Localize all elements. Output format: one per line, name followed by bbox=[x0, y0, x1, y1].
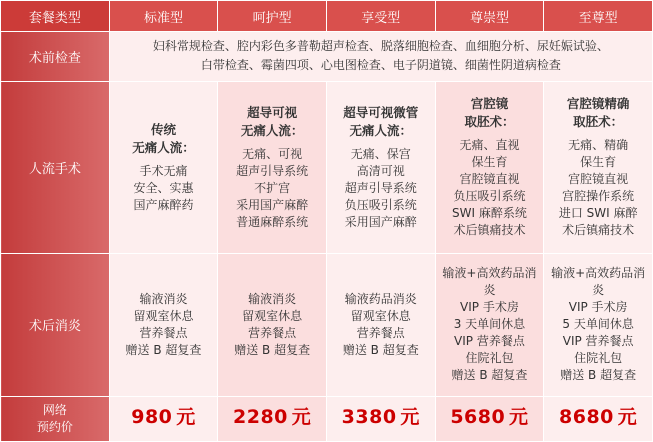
postop-item-4-0: 输液+高效药品消炎 bbox=[551, 266, 646, 298]
price-cell-4 bbox=[544, 396, 653, 441]
surgery-cell-3 bbox=[435, 81, 544, 253]
postop-item-1-3: 赠送 B 超复查 bbox=[234, 342, 311, 357]
surgery-title-1-0: 超导可视 bbox=[247, 104, 298, 120]
price-label-line-2: 预约价 bbox=[36, 419, 73, 434]
price-unit-4: 元 bbox=[617, 406, 638, 429]
postop-item-4-4: 住院礼包 bbox=[574, 351, 623, 366]
row-label-preop-exam: 术前检查 bbox=[1, 32, 110, 82]
postop-item-4-2: 5 天单间休息 bbox=[562, 317, 634, 332]
price-cell-2 bbox=[326, 396, 435, 441]
price-amount-1: 2280 bbox=[233, 406, 288, 429]
price-amount-3: 5680 bbox=[450, 406, 506, 429]
surgery-title-3-1: 取胚术： bbox=[464, 114, 515, 130]
surgery-item-4-4: 进口 SWI 麻醉 bbox=[558, 206, 638, 221]
postop-item-3-2: 3 天单间休息 bbox=[453, 317, 526, 332]
postop-item-2-1: 留观室休息 bbox=[350, 308, 411, 323]
surgery-title-3-0: 宫腔镜 bbox=[470, 96, 509, 112]
header-package-type: 套餐类型 bbox=[1, 1, 110, 32]
surgery-title-0-1: 无痛人流： bbox=[132, 139, 195, 155]
table-row-preop-exam bbox=[1, 32, 653, 82]
postop-cell-0 bbox=[109, 253, 218, 396]
surgery-item-4-5: 术后镇痛技术 bbox=[562, 223, 635, 238]
header-package-0: 标准型 bbox=[109, 1, 218, 32]
row-label-postop-care: 术后消炎 bbox=[1, 253, 110, 396]
price-cell-3 bbox=[435, 396, 544, 441]
postop-item-0-1: 留观室休息 bbox=[133, 308, 194, 323]
surgery-title-1-1: 无痛人流： bbox=[240, 122, 304, 138]
surgery-item-3-5: 术后镇痛技术 bbox=[453, 223, 526, 238]
row-label-surgery: 人流手术 bbox=[1, 81, 110, 253]
postop-cell-3 bbox=[435, 253, 544, 396]
surgery-item-4-2: 宫腔镜直视 bbox=[568, 172, 629, 187]
postop-item-3-4: 住院礼包 bbox=[465, 351, 514, 366]
postop-cell-1 bbox=[218, 253, 327, 396]
postop-item-3-1: VIP 手术房 bbox=[460, 300, 519, 315]
postop-item-1-2: 营养餐点 bbox=[248, 325, 297, 340]
surgery-item-3-2: 宫腔镜直视 bbox=[459, 172, 520, 187]
surgery-title-2-1: 无痛人流： bbox=[349, 122, 413, 138]
surgery-item-4-1: 保生育 bbox=[580, 155, 617, 170]
surgery-item-1-3: 采用国产麻醉 bbox=[236, 197, 309, 212]
postop-item-1-0: 输液消炎 bbox=[248, 291, 297, 306]
postop-item-4-1: VIP 手术房 bbox=[568, 300, 628, 315]
postop-item-1-1: 留观室休息 bbox=[242, 308, 303, 323]
postop-item-2-2: 营养餐点 bbox=[356, 325, 405, 340]
price-cell-1 bbox=[218, 396, 327, 441]
surgery-title-4-1: 取胚术： bbox=[573, 114, 624, 130]
surgery-item-1-2: 不扩宫 bbox=[254, 180, 291, 195]
surgery-item-3-0: 无痛、直视 bbox=[459, 138, 520, 153]
surgery-item-1-0: 无痛、可视 bbox=[242, 146, 303, 161]
postop-cell-4 bbox=[544, 253, 653, 396]
postop-item-4-3: VIP 营养餐点 bbox=[562, 334, 634, 349]
header-package-1: 呵护型 bbox=[218, 1, 327, 32]
preop-exam-line-1: 妇科常规检查、腔内彩色多普勒超声检查、脱落细胞检查、血细胞分析、尿妊娠试验、 bbox=[152, 39, 609, 54]
surgery-cell-4 bbox=[544, 81, 653, 253]
price-amount-0: 980 bbox=[131, 406, 173, 429]
surgery-cell-1 bbox=[218, 81, 327, 253]
surgery-item-1-1: 超声引导系统 bbox=[236, 163, 309, 178]
table-row-postop-care bbox=[1, 253, 653, 396]
surgery-item-3-1: 保生育 bbox=[471, 155, 508, 170]
header-package-2: 享受型 bbox=[326, 1, 435, 32]
price-amount-4: 8680 bbox=[559, 406, 614, 429]
postop-item-0-2: 营养餐点 bbox=[139, 325, 188, 340]
surgery-cell-0 bbox=[109, 81, 218, 253]
surgery-item-3-4: SWI 麻醉系统 bbox=[452, 206, 527, 221]
preop-exam-line-2: 白带检查、霉菌四项、心电图检查、电子阴道镜、细菌性阴道病检查 bbox=[200, 58, 561, 73]
header-package-4: 至尊型 bbox=[544, 1, 653, 32]
row-label-price bbox=[1, 396, 110, 441]
postop-cell-2 bbox=[326, 253, 435, 396]
postop-item-2-3: 赠送 B 超复查 bbox=[342, 342, 419, 357]
surgery-item-0-2: 国产麻醉药 bbox=[133, 197, 194, 212]
table-header-row bbox=[1, 1, 653, 32]
postop-item-3-3: VIP 营养餐点 bbox=[454, 334, 525, 349]
surgery-item-0-1: 安全、实惠 bbox=[133, 180, 194, 195]
surgery-item-0-0: 手术无痛 bbox=[139, 163, 188, 178]
surgery-item-2-0: 无痛、保宫 bbox=[350, 146, 411, 161]
surgery-item-2-2: 超声引导系统 bbox=[344, 180, 417, 195]
price-cell-0 bbox=[109, 396, 218, 441]
postop-item-3-5: 赠送 B 超复查 bbox=[451, 368, 528, 383]
postop-item-0-0: 输液消炎 bbox=[139, 291, 188, 306]
surgery-title-2-0: 超导可视微管 bbox=[343, 104, 419, 120]
price-amount-2: 3380 bbox=[341, 406, 397, 429]
surgery-title-4-0: 宫腔镜精确 bbox=[566, 96, 630, 112]
surgery-item-3-3: 负压吸引系统 bbox=[453, 189, 526, 204]
surgery-item-2-4: 采用国产麻醉 bbox=[344, 214, 417, 229]
price-unit-0: 元 bbox=[176, 406, 196, 429]
price-unit-2: 元 bbox=[400, 406, 420, 429]
header-package-3: 尊崇型 bbox=[435, 1, 544, 32]
table-row-surgery bbox=[1, 81, 653, 253]
postop-item-3-0: 输液+高效药品消炎 bbox=[442, 266, 537, 298]
postop-item-0-3: 赠送 B 超复查 bbox=[125, 342, 202, 357]
table-row-price bbox=[1, 396, 653, 441]
surgery-item-4-0: 无痛、精确 bbox=[568, 138, 629, 153]
surgery-title-0-0: 传统 bbox=[150, 121, 176, 137]
surgery-item-4-3: 宫腔操作系统 bbox=[562, 189, 635, 204]
price-label-line-1: 网络 bbox=[42, 402, 67, 417]
surgery-cell-2 bbox=[326, 81, 435, 253]
preop-exam-content bbox=[109, 32, 652, 82]
surgery-item-2-1: 高清可视 bbox=[356, 163, 405, 178]
price-unit-1: 元 bbox=[291, 406, 312, 429]
postop-item-2-0: 输液药品消炎 bbox=[344, 291, 417, 306]
postop-item-4-5: 赠送 B 超复查 bbox=[560, 368, 637, 383]
surgery-item-2-3: 负压吸引系统 bbox=[344, 197, 417, 212]
surgery-item-1-4: 普通麻醉系统 bbox=[236, 214, 309, 229]
price-unit-3: 元 bbox=[509, 406, 529, 429]
